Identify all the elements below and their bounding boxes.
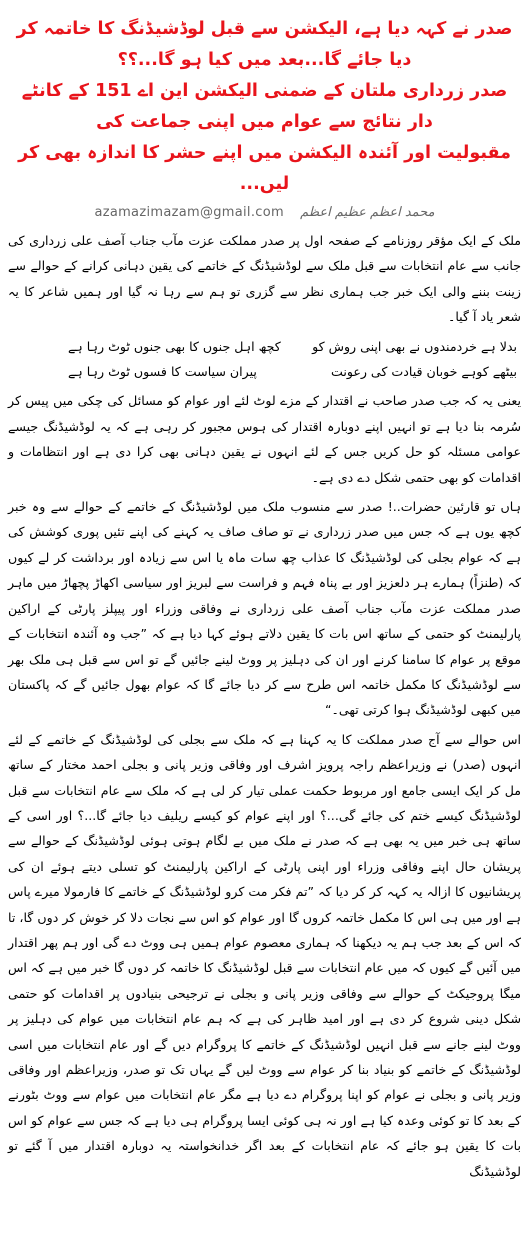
headline-line-1: صدر نے کہہ دیا ہے، الیکشن سے قبل لوڈشیڈنگ کا خاتمہ کر دیا جائے گا...بعد میں کیا ہو گا...؟؟ — [16, 19, 513, 70]
poem-line-2b: پیران سیاست کا فسوں ٹوٹ رہا ہے — [68, 364, 257, 380]
headline — [8, 14, 521, 200]
paragraph-intro: ملک کے ایک مؤقر روزنامے کے صفحہ اول پر صدر مملکت عزت مآب جناب آصف علی زرداری کی جانب سے عام انتخابات سے قبل ملک سے لوڈشیڈنگ کے خاتمے کی یقین دہانی کرانے کے حوالے سے زینت بننے والی ایک خبر جب ہماری نظر سے گزری تو ہم سے رہا نہ گیا اور ہمیں شاعر کا یہ شعر یاد آ گیا۔ — [8, 233, 521, 325]
headline-line-2: صدر زرداری ملتان کے ضمنی الیکشن این اے 151 کے کانٹے دار نتائج سے عوام میں اپنی جماعت کی — [21, 81, 508, 132]
paragraph-3: ہاں تو قارئین حضرات..! صدر سے منسوب ملک میں لوڈشیڈنگ کے خاتمے کے حوالے سے وہ خبر کچھ یوں ہے کہ جس میں صدر زرداری نے تو صاف صاف یہ کہنے کی اپنے تئیں پوری کوشش کی ہے کہ عوام بجلی کی لوڈشیڈنگ کا عذاب چھ سات ماہ یا اس سے زیادہ اور برداشت کر لے کیوں کہ (طنزاً) ہمارے ہر دلعزیز اور بے پناہ فہم و فراست سے لبریز اور سیاسی اکھاڑ پچھاڑ میں ماہر صدر مملکت عزت مآب جناب آصف علی زرداری نے وفاقی وزراء اور پیپلز پارٹی کے اراکین پارلیمنٹ کو حتمی کے ساتھ اس بات کا یقین دلاتے ہوئے کہا دیا ہے کہ ”جب وہ آئندہ انتخابات کے موقع پر عوام کا سامنا کرنے اور ان کی دہلیز پر ووٹ لینے جائیں گے تو اس سے قبل ہی ملک بھر سے لوڈشیڈنگ کا مکمل خاتمہ اس طرح سے کر دیا جائے گا کہ عوام بھول جائیں گے کہ پاکستان میں کبھی لوڈشیڈنگ ہوا کرتی تھی۔“ — [8, 499, 521, 718]
author-email: azamazimazam@gmail.com — [94, 205, 284, 220]
headline-line-3: مقبولیت اور آئندہ الیکشن میں اپنے حشر کا اندازہ بھی کر لیں... — [18, 143, 511, 194]
poem-couplet-1 — [8, 334, 521, 359]
poem-couplet-2 — [8, 359, 521, 384]
byline — [8, 204, 521, 222]
paragraph-4: اس حوالے سے آج صدر مملکت کا یہ کہنا ہے کہ ملک سے بجلی کی لوڈشیڈنگ کے خاتمے کے لئے انہوں (صدر) نے وزیراعظم راجہ پرویز اشرف اور وفاقی وزیر پانی و بجلی احمد مختار کے ساتھ مل کر ایک ایسی جامع اور مربوط حکمت عملی تیار کر لی ہے کہ ملک سے عام انتخابات سے قبل لوڈشیڈنگ کیسے ختم کی جائے گی...؟ اور اپنے عوام کو کیسے ریلیف دیا جائے گا...؟ اور اسی کے ساتھ ہی خبر میں یہ بھی ہے کہ صدر نے ملک میں بے لگام ہوتی ہوئی لوڈشیڈنگ کے حوالے سے پریشان حال اپنے وفاقی وزراء اور اپنی پارٹی کے اراکین پارلیمنٹ کو تسلی دیتے ہوئے ان کی پریشانیوں کا ازالہ یہ کہہ کر کر دیا کہ ”تم فکر مت کرو لوڈشیڈنگ کے خاتمے کا فارمولا میرے پاس ہے اور میں ہی اس کا مکمل خاتمہ کروں گا اور عوام کو اس سے نجات دلا کر خوش کر دوں گا، تا کہ اس کے بعد جب ہم یہ دیکھنا کہ ہماری معصوم عوام ہمیں ہی ووٹ دے گی اور ہم پھر اقتدار میں آئیں گے کیوں کہ میں عام انتخابات سے قبل لوڈشیڈنگ کا خاتمہ کر دوں گا خبر میں ہے کہ اس میگا پروجیکٹ کے حوالے سے وفاقی وزیر پانی و بجلی نے ترجیحی بنیادوں پر اقدامات کو حتمی شکل دینی شروع کر دی ہے اور امید ظاہر کی ہے کہ ہم عام انتخابات میں عوام کی دہلیز پر ووٹ لینے جانے سے قبل انہیں لوڈشیڈنگ کے خاتمے کا پروگرام دیں گے اور عام انتخابات میں اسی لوڈشیڈنگ کے خاتمے کو بنیاد بنا کر عوام سے ووٹ لیں گے یہاں تک تو صدر، وزیراعظم اور وفاقی وزیر پانی و بجلی نے عوام کو اپنا پروگرام دے دیا ہے مگر عام انتخابات میں عوام سے ووٹ بٹورنے کے بعد کا تو کوئی وعدہ کیا ہے اور نہ ہی کوئی ایسا پروگرام ہی دیا ہے کہ جس سے عوام کو اس بات کا یقین ہو جائے کہ عام انتخابات کے بعد اگر خدانخواستہ یہ دوبارہ اقتدار میں آ گئے تو لوڈشیڈنگ — [8, 731, 522, 1179]
paragraph-2: یعنی یہ کہ جب صدر صاحب نے اقتدار کے مزے لوٹ لئے اور عوام کو مسائل کی چکی میں پیس کر سُرمہ بنا دیا ہے تو انہیں اپنے دوبارہ اقتدار کی ہوس مجبور کر رہی ہے کہ یہ لوڈشیڈنگ جیسے عوامی مسئلہ کو حل کریں جس کے لئے انہوں نے یقین دہانی بھی کرا دی ہے اور انتظامات و اقدامات کو بھی حتمی شکل دے دی ہے۔ — [8, 393, 521, 485]
poem-line-2a: بیٹھے کوہے خوبان قیادت کی رعونت — [330, 364, 517, 380]
author-name: محمد اعظم عظیم اعظم — [300, 205, 435, 220]
poem-line-1a: بدلا ہے خردمندوں نے بھی اپنی روش کو — [312, 338, 517, 354]
poem-line-1b: کچھ اہل جنوں کا بھی جنوں ٹوٹ رہا ہے — [68, 338, 281, 354]
poem — [8, 334, 521, 385]
